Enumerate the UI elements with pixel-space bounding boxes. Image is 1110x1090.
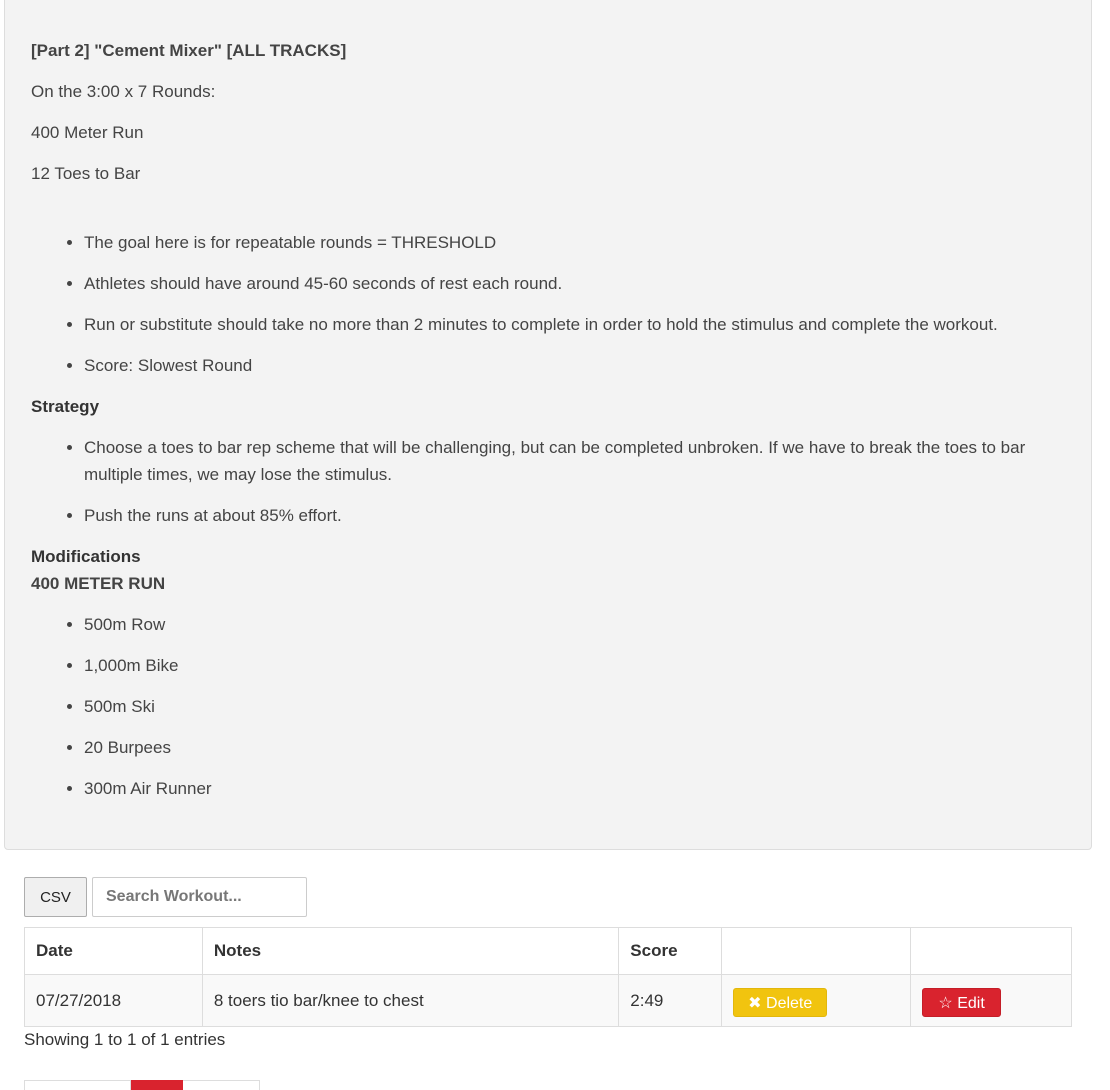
workout-description-panel	[4, 0, 1092, 850]
workout-notes-list	[31, 229, 1065, 379]
edit-button[interactable]	[922, 988, 1001, 1017]
list-item: • Choose a toes to bar rep scheme that will be challenging, but can be completed unbroken. If we have to break the toes to bar multiple times, we may lose the stimulus.	[84, 434, 1065, 488]
edit-column-header	[911, 928, 1072, 975]
row-notes: 8 toers tio bar/knee to chest	[202, 975, 618, 1027]
workout-line: 12 Toes to Bar	[31, 164, 141, 183]
modifications-list	[31, 611, 1065, 802]
list-item: • 1,000m Bike	[84, 652, 1065, 679]
list-item: • Run or substitute should take no more than 2 minutes to complete in order to hold the stimulus and complete the workout.	[84, 311, 1065, 338]
modifications-heading: Modifications	[31, 547, 141, 566]
score-column-header[interactable]: Score	[619, 928, 722, 975]
pagination-current-page[interactable]	[131, 1080, 183, 1090]
list-item: • 20 Burpees	[84, 734, 1065, 761]
star-icon: ☆	[938, 994, 953, 1012]
strategy-heading: Strategy	[31, 397, 100, 416]
list-item: • Athletes should have around 45-60 seconds of rest each round.	[84, 270, 1065, 297]
list-item: • Push the runs at about 85% effort.	[84, 502, 1065, 529]
list-item: • Score: Slowest Round	[84, 352, 1065, 379]
workout-line: 400 Meter Run	[31, 123, 144, 142]
strategy-list	[31, 434, 1065, 529]
modifications-subheading: 400 METER RUN	[31, 574, 166, 593]
workout-title: [Part 2] "Cement Mixer" [ALL TRACKS]	[31, 41, 347, 60]
pagination-next[interactable]	[183, 1080, 260, 1090]
row-date: 07/27/2018	[25, 975, 203, 1027]
delete-button-label: Delete	[766, 994, 813, 1012]
spacer	[31, 201, 1065, 229]
row-score: 2:49	[619, 975, 722, 1027]
notes-column-header[interactable]: Notes	[202, 928, 618, 975]
date-column-header[interactable]: Date	[25, 928, 203, 975]
list-item: • 500m Row	[84, 611, 1065, 638]
row-delete-cell	[722, 975, 911, 1027]
list-item: • 500m Ski	[84, 693, 1065, 720]
close-icon: ✖	[748, 994, 762, 1012]
table-row	[25, 975, 1072, 1027]
list-item: • The goal here is for repeatable rounds = THRESHOLD	[84, 229, 1065, 256]
row-edit-cell	[911, 975, 1072, 1027]
search-input[interactable]	[92, 877, 307, 917]
pagination	[24, 1080, 260, 1090]
pagination-previous[interactable]	[24, 1080, 131, 1090]
csv-export-button[interactable]: CSV	[24, 877, 87, 917]
delete-button[interactable]	[733, 988, 827, 1017]
workout-line: On the 3:00 x 7 Rounds:	[31, 82, 216, 101]
edit-button-label: Edit	[957, 994, 985, 1012]
table-info: Showing 1 to 1 of 1 entries	[24, 1030, 226, 1049]
list-item: • 300m Air Runner	[84, 775, 1065, 802]
table-toolbar	[24, 877, 307, 917]
results-table	[24, 927, 1072, 1027]
delete-column-header	[722, 928, 911, 975]
table-header-row	[25, 928, 1072, 975]
